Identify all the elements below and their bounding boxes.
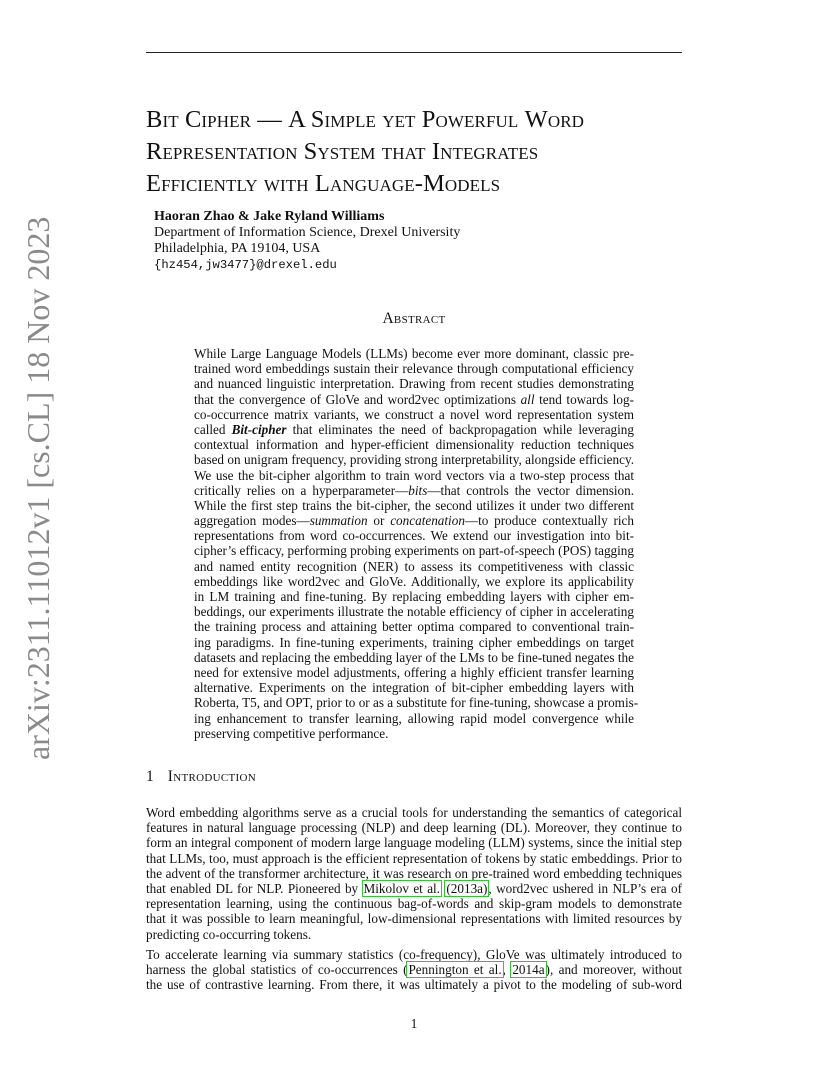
intro-paragraph-2 (146, 947, 682, 993)
abstract-line: representations from word co-occurrences. We extend our investigation into bit- (194, 528, 634, 544)
abstract-line: aggregation modes—summation or concatenation—to produce contextually rich (194, 513, 634, 529)
abstract-line: We use the bit-cipher algorithm to train word vectors via a two-step process that (194, 467, 634, 483)
abstract-line: embeddings like word2vec and GloVe. Additionally, we explore its applicability (194, 573, 634, 589)
abstract-line: ing enhancement to transfer learning, allowing rapid model convergence while (194, 710, 634, 726)
author-block (154, 209, 460, 273)
author-names: Haoran Zhao & Jake Ryland Williams (154, 209, 385, 224)
abstract-line: preserving competitive performance. (194, 725, 389, 741)
abstract-line: cipher’s efficacy, performing probing experiments on part-of-speech (POS) tagging (194, 543, 634, 559)
abstract-line: in LM training and fine-tuning. By replacing embedding layers with cipher em- (194, 589, 634, 604)
abstract-line: and named entity recognition (NER) to assess its competitiveness with classic (194, 558, 634, 574)
abstract-line: datasets and replacing the embedding layer of the LMs to be fine-tuned negates the (194, 649, 634, 665)
abstract-body (194, 346, 639, 741)
section-heading (146, 768, 256, 786)
section-title: Introduction (167, 768, 256, 785)
abstract-line: called Bit-cipher that eliminates the need of backpropagation while leveraging (194, 421, 634, 437)
section-number: 1 (146, 768, 154, 785)
abstract-line: While the first step trains the bit-cipher, the second utilizes it under two different (194, 497, 634, 513)
abstract-line: need for extensive model adjustments, offering a highly efficient transfer learning (194, 664, 634, 680)
abstract-line: beddings, our experiments illustrate the notable efficiency of cipher in accelerating (194, 604, 634, 620)
abstract-line: based on unigram frequency, providing strong interpretability, alongside efficiency. (194, 452, 634, 468)
title-line-3: Efficiently with Language-Models (146, 170, 501, 197)
citation-link-mikolov-year[interactable]: (2013a) (446, 880, 488, 896)
abstract-heading: Abstract (382, 310, 446, 327)
intro-paragraph-1 (146, 805, 682, 942)
body-line: the use of contrastive learning. From there, it was ultimately a pivot to the modeling of sub-word (146, 977, 682, 993)
body-line: that LLMs, too, must approach is the efficient representation of tokens by static embeddings. Prior to (146, 850, 682, 866)
body-line: features in natural language processing (NLP) and deep learning (DL). Moreover, they continue to (146, 820, 682, 836)
abstract-line: the training process and attaining better optima compared to conventional train- (194, 619, 634, 635)
body-line: harness the global statistics of co-occurrences (Pennington et al., 2014a), and moreover, without (146, 962, 682, 978)
title-line-2: Representation System that Integrates (146, 138, 539, 165)
abstract-line: critically relies on a hyperparameter—bits—that controls the vector dimension. (194, 482, 634, 498)
abstract-line: and nuanced linguistic interpretation. Drawing from recent studies demonstrating (194, 376, 634, 392)
body-line: representation learning, using the continuous bag-of-words and skip-gram models to demonstrate (146, 896, 682, 912)
page-number: 1 (410, 1016, 418, 1031)
abstract-line: Roberta, T5, and OPT, prior to or as a substitute for fine-tuning, showcase a promis- (194, 695, 639, 711)
title-line-1: Bit Cipher — A Simple yet Powerful Word (146, 106, 585, 133)
body-line: that it was possible to learn meaningful, low-dimensional representations with limited resources by (146, 911, 682, 927)
author-department: Department of Information Science, Drexel University (154, 225, 461, 240)
body-line: that enabled DL for NLP. Pioneered by Mikolov et al. (2013a), word2vec ushered in NLP’s era of (146, 880, 683, 896)
abstract-line: trained word embeddings sustain their relevance through computational efficiency (194, 361, 634, 377)
body-line: predicting co-occurring tokens. (146, 926, 312, 942)
arxiv-identifier-stamp: arXiv:2311.11012v1 [cs.CL] 18 Nov 2023 (20, 216, 56, 760)
abstract-line: co-occurrence matrix variants, we construct a novel word representation system (194, 406, 634, 422)
abstract-line: contextual information and hyper-efficient dimensionality reduction techniques (194, 437, 634, 453)
abstract-line: While Large Language Models (LLMs) become ever more dominant, classic pre- (194, 346, 634, 361)
top-rule (146, 52, 682, 53)
citation-link-pennington-year[interactable]: 2014a (512, 962, 545, 978)
abstract-line: alternative. Experiments on the integration of bit-cipher embedding layers with (194, 680, 634, 696)
body-line: the advent of the transformer architecture, it was research on pre-trained word embedding techniques (146, 865, 682, 881)
author-city: Philadelphia, PA 19104, USA (154, 241, 321, 256)
author-email[interactable]: {hz454,jw3477}@drexel.edu (154, 258, 337, 272)
abstract-line: that the convergence of GloVe and word2vec optimizations all tend towards log- (194, 391, 634, 407)
abstract-line: ing paradigms. In fine-tuning experiments, training cipher embeddings on target (194, 634, 634, 650)
body-line: Word embedding algorithms serve as a crucial tools for understanding the semantics of categorical (146, 805, 682, 820)
citation-link-mikolov[interactable]: Mikolov et al. (363, 880, 441, 896)
citation-link-pennington[interactable]: Pennington et al. (408, 962, 502, 978)
body-line: form an integral component of modern large language modeling (LLM) systems, since the initial step (146, 835, 682, 851)
paper-title (146, 104, 686, 200)
body-line: To accelerate learning via summary statistics (co-frequency), GloVe was ultimately introduced to (146, 947, 682, 962)
